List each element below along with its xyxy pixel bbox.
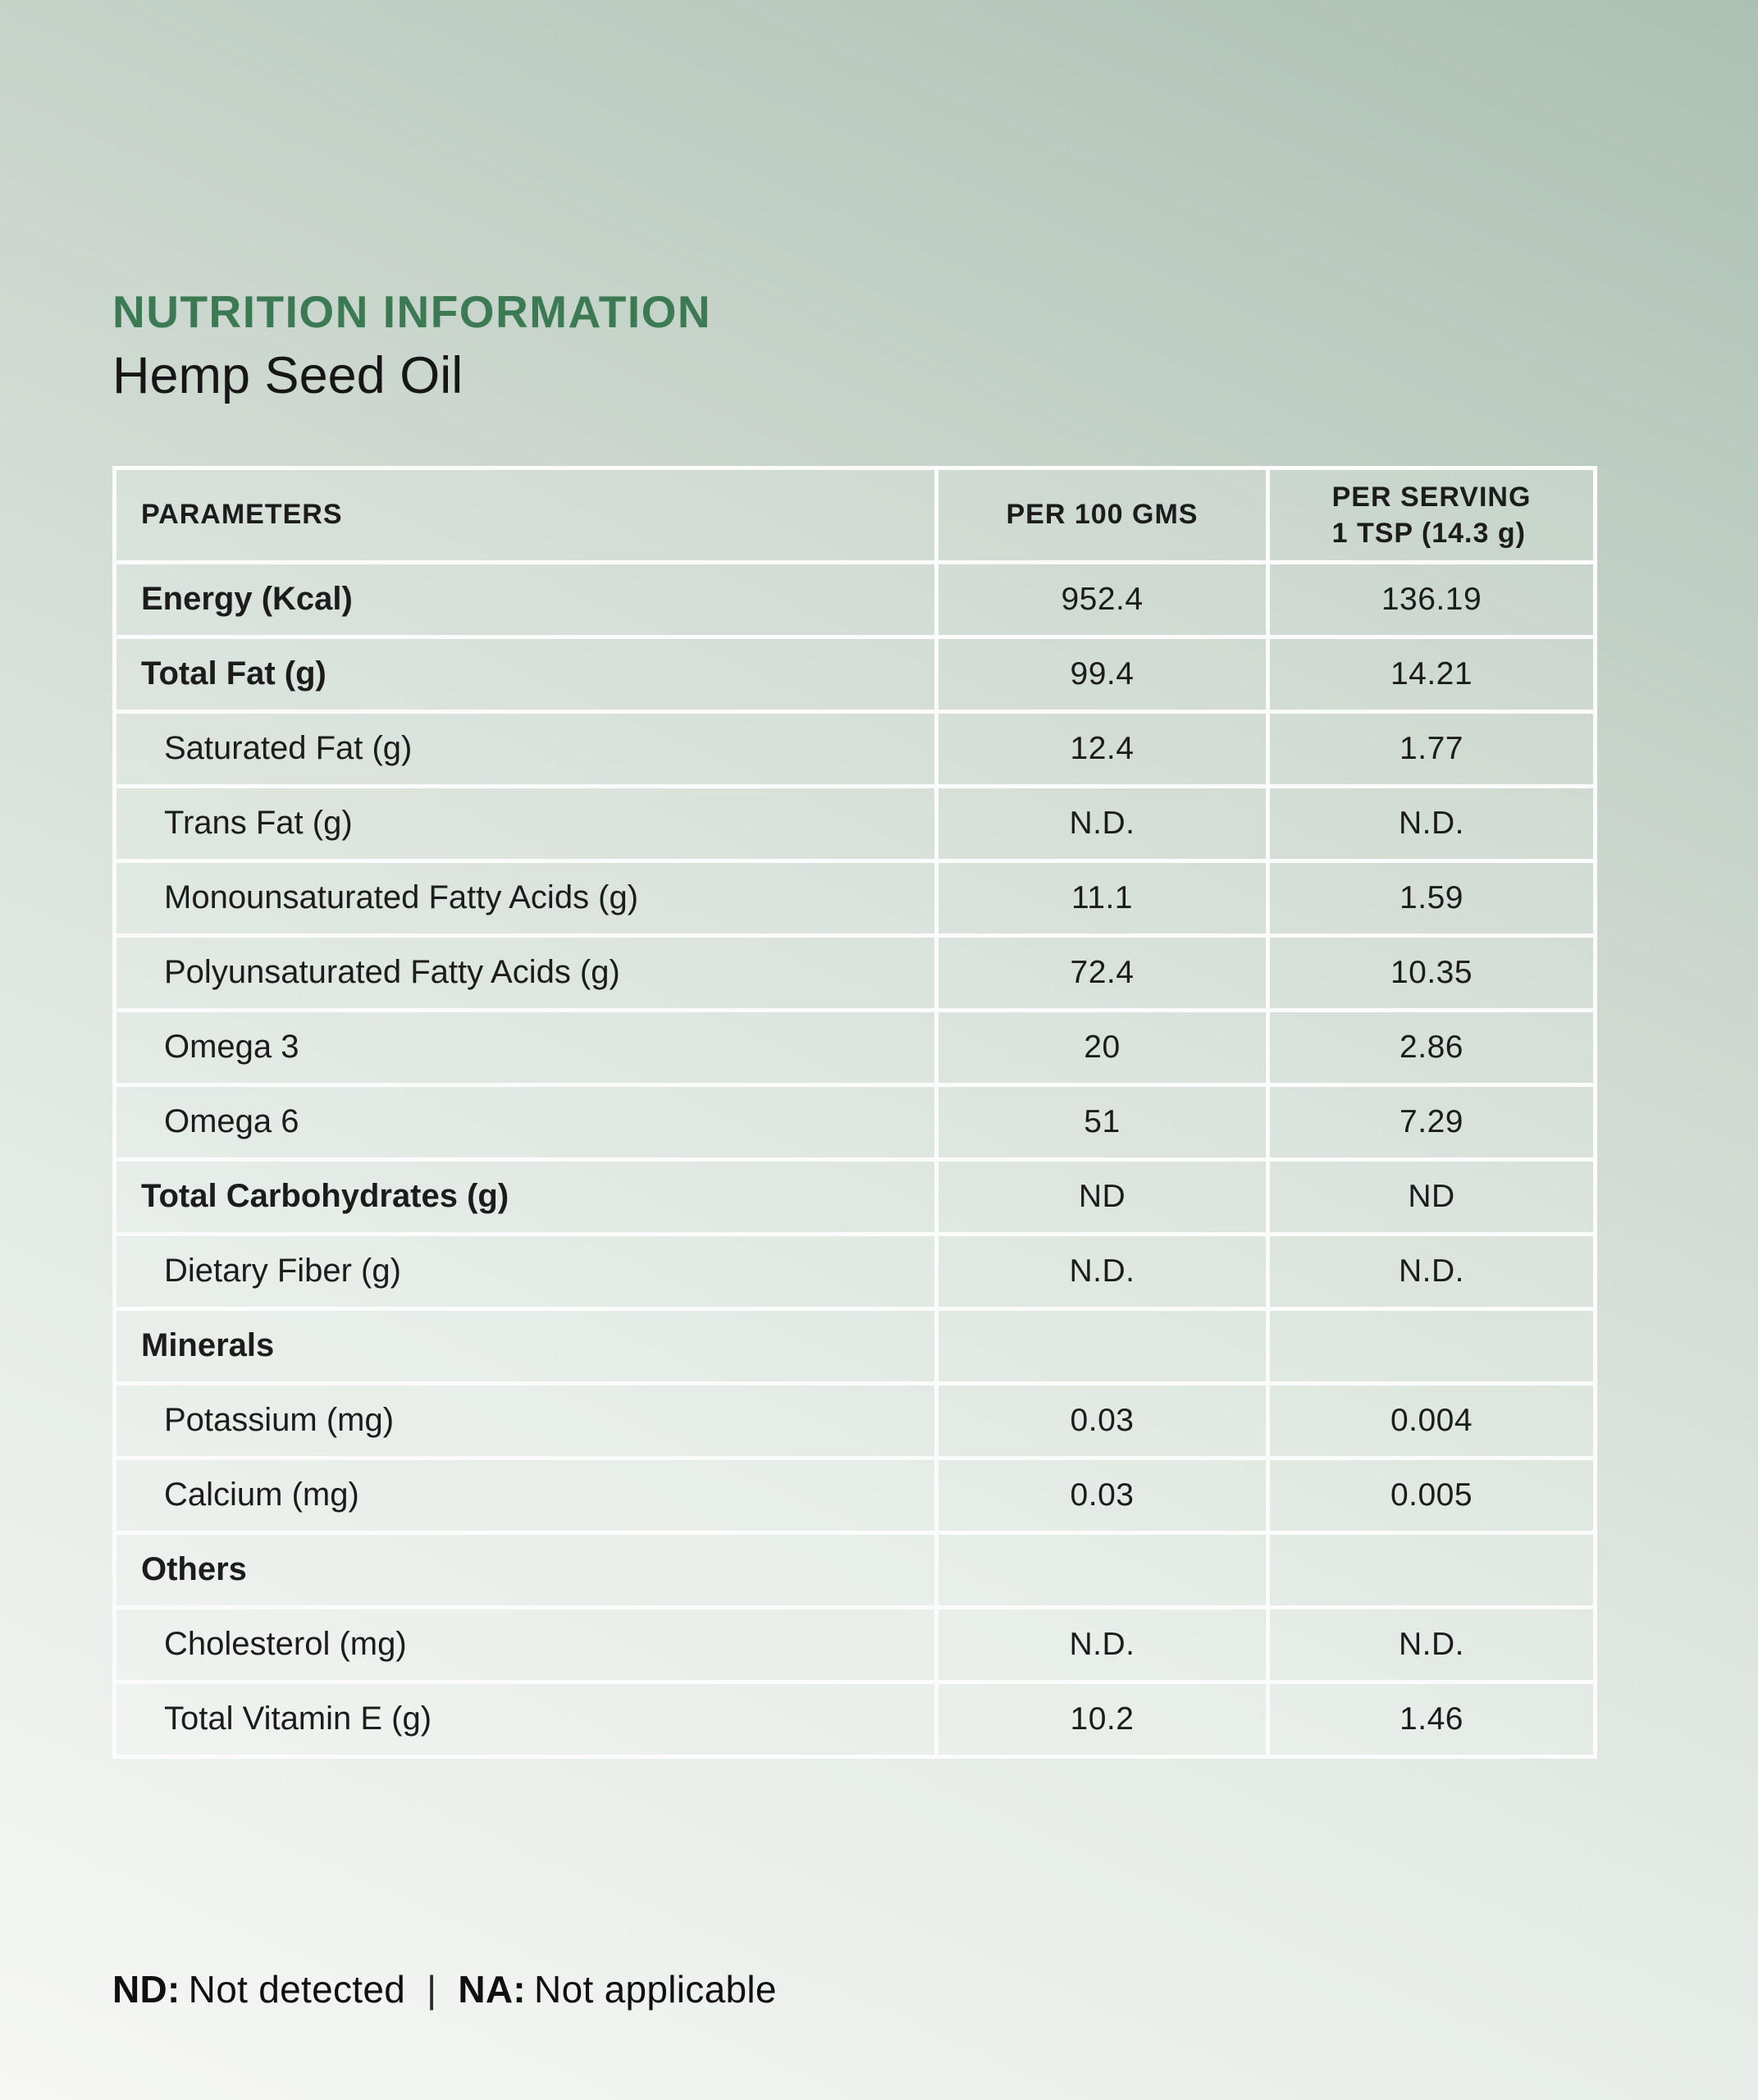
table-row [115,1010,1596,1084]
row-value-per-100-gms: 99.4 [937,637,1268,711]
row-label: Total Vitamin E (g) [115,1682,937,1756]
nutrition-table [112,466,1597,1759]
table-row [115,562,1596,637]
row-value-per-serving: 1.46 [1268,1682,1596,1756]
row-value-per-serving: N.D. [1268,1607,1596,1682]
row-value-per-serving: 14.21 [1268,637,1596,711]
table-row [115,1308,1596,1383]
row-value-per-serving: 0.005 [1268,1458,1596,1532]
row-value-per-serving: 7.29 [1268,1084,1596,1159]
row-value-per-100-gms: 12.4 [937,711,1268,786]
row-value-per-serving: ND [1268,1159,1596,1234]
per-serving-line2: 1 TSP (14.3 g) [1331,517,1526,549]
table-row [115,1682,1596,1756]
table-row [115,1383,1596,1458]
table-row [115,1234,1596,1308]
row-value-per-serving: 136.19 [1268,562,1596,637]
row-label: Others [115,1532,937,1607]
row-label: Trans Fat (g) [115,786,937,861]
row-label: Saturated Fat (g) [115,711,937,786]
legend-separator: | [427,1968,437,2011]
table-row [115,1607,1596,1682]
row-label: Total Fat (g) [115,637,937,711]
row-value-per-serving: N.D. [1268,1234,1596,1308]
header-row [115,468,1596,562]
row-value-per-100-gms [937,1532,1268,1607]
row-label: Calcium (mg) [115,1458,937,1532]
row-value-per-100-gms: 952.4 [937,562,1268,637]
row-value-per-serving: 0.004 [1268,1383,1596,1458]
row-value-per-100-gms: N.D. [937,786,1268,861]
content-area [112,286,1593,1759]
row-value-per-100-gms: 0.03 [937,1383,1268,1458]
table-header [115,468,1596,562]
row-label: Energy (Kcal) [115,562,937,637]
row-value-per-100-gms: 10.2 [937,1682,1268,1756]
table-row [115,1084,1596,1159]
row-label: Cholesterol (mg) [115,1607,937,1682]
table-row [115,637,1596,711]
per-serving-header-text [1332,479,1532,551]
table-body [115,562,1596,1756]
table-row [115,786,1596,861]
row-label: Dietary Fiber (g) [115,1234,937,1308]
table-row [115,1159,1596,1234]
column-header-per-100-gms: PER 100 GMS [937,468,1268,562]
row-label: Omega 3 [115,1010,937,1084]
row-value-per-100-gms: ND [937,1159,1268,1234]
nd-abbreviation: ND: [112,1968,180,2011]
na-abbreviation: NA: [458,1968,527,2011]
row-value-per-serving: 1.59 [1268,861,1596,935]
page-title: Hemp Seed Oil [112,346,463,404]
row-value-per-100-gms: 11.1 [937,861,1268,935]
row-label: Omega 6 [115,1084,937,1159]
table-row [115,711,1596,786]
column-header-per-serving [1268,468,1596,562]
row-value-per-100-gms: 0.03 [937,1458,1268,1532]
row-value-per-serving: 1.77 [1268,711,1596,786]
row-value-per-serving: 2.86 [1268,1010,1596,1084]
row-value-per-serving [1268,1308,1596,1383]
table-row [115,935,1596,1010]
legend [112,1967,777,2011]
row-value-per-100-gms: N.D. [937,1234,1268,1308]
row-value-per-serving: N.D. [1268,786,1596,861]
row-value-per-serving [1268,1532,1596,1607]
row-label: Polyunsaturated Fatty Acids (g) [115,935,937,1010]
row-value-per-100-gms: 20 [937,1010,1268,1084]
row-label: Minerals [115,1308,937,1383]
table-row [115,1532,1596,1607]
row-value-per-serving: 10.35 [1268,935,1596,1010]
section-heading: NUTRITION INFORMATION [112,286,712,337]
column-header-parameters: PARAMETERS [115,468,937,562]
row-value-per-100-gms: N.D. [937,1607,1268,1682]
row-label: Potassium (mg) [115,1383,937,1458]
table-row [115,1458,1596,1532]
row-label: Monounsaturated Fatty Acids (g) [115,861,937,935]
per-serving-line1: PER SERVING [1331,481,1532,513]
table-row [115,861,1596,935]
row-value-per-100-gms: 51 [937,1084,1268,1159]
row-label: Total Carbohydrates (g) [115,1159,937,1234]
nd-definition: Not detected [188,1968,406,2011]
row-value-per-100-gms [937,1308,1268,1383]
row-value-per-100-gms: 72.4 [937,935,1268,1010]
na-definition: Not applicable [534,1968,777,2011]
